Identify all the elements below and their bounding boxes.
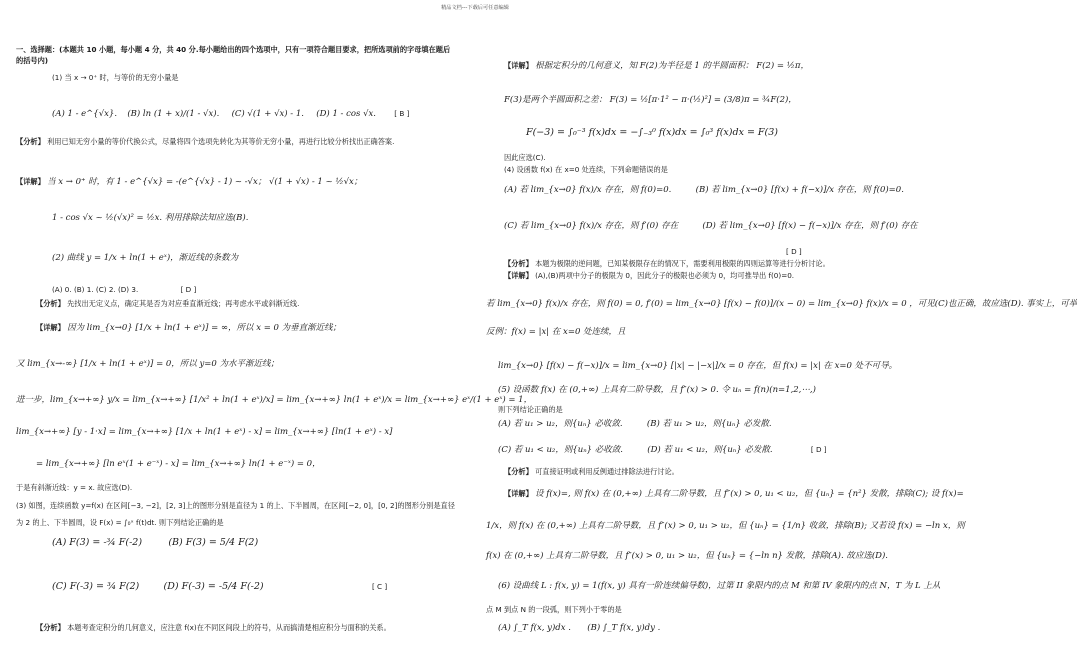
q1-detail-text: 当 x → 0⁺ 时，有 1 - e^{√x} = -(e^{√x} - 1) ~ -√x； √(1 + √x) - 1 ~ ½√x；: [47, 177, 363, 187]
q3-detail-4: 因此应选(C).: [504, 153, 546, 162]
q4-detail-3: 反例：f(x) = |x| 在 x=0 处连续，且: [486, 327, 626, 337]
q5-stem-2: 则下列结论正确的是: [498, 405, 563, 414]
q3-opt-a: (A) F(3) = -¾ F(-2): [52, 537, 143, 548]
q1-opt-d: (D) 1 - cos √x.: [316, 109, 376, 119]
q5-detail-2: 1/x，则 f(x) 在 (0,+∞) 上具有二阶导数，且 f″(x) > 0, u₁ > u₂，但 {uₙ} = {1/n} 收敛，排除(B); 又若设 f(x) = −ln x，则: [486, 521, 965, 531]
q5-detail-3: f(x) 在 (0,+∞) 上具有二阶导数，且 f″(x) > 0, u₁ > u₂，但 {uₙ} = {−ln n} 发散，排除(A). 故应选(D).: [486, 551, 888, 561]
q3-detail-label: 【详解】: [504, 61, 533, 70]
q5-analysis-text: 可直接证明或利用反例通过排除法进行讨论。: [535, 467, 679, 476]
q4-analysis-label: 【分析】: [504, 259, 533, 268]
right-column: [486, 16, 1077, 666]
q2-detail-6: 于是有斜渐近线：y = x. 故应选(D).: [16, 483, 133, 492]
q5-opt-c: (C) 若 u₁ < u₂，则{uₙ} 必收敛.: [498, 445, 623, 455]
q1-opt-b: (B) ln (1 + x)/(1 - √x).: [127, 109, 220, 119]
q2-analysis-text: 先找出无定义点，确定其是否为对应垂直渐近线；再考虑水平或斜渐近线.: [67, 299, 300, 308]
q3-detail: [504, 62, 809, 72]
q1-analysis: [16, 136, 456, 149]
q1-stem: (1) 当 x → 0⁺ 时，与等价的无穷小量是: [52, 73, 179, 82]
q5-opt-a: (A) 若 u₁ > u₂，则{uₙ} 必收敛.: [498, 419, 623, 429]
q2-opts: (A) 0. (B) 1. (C) 2. (D) 3.: [52, 285, 139, 294]
q4-detail-2: 若 lim_{x→0} f(x)/x 存在，则 f(0) = 0, f′(0) = lim_{x→0} [f(x) − f(0)]/(x − 0) = lim_{x→0} f(x)/x = 0 ，可见(C)也正确，故应选(D). 事实上，可举: [486, 299, 1077, 309]
q5-options-cd: [498, 446, 827, 456]
q6-stem-2: 点 M 到点 N 的一段弧，则下列小于零的是: [486, 605, 622, 614]
q5-opt-d: (D) 若 u₁ < u₂，则{uₙ} 必发散.: [647, 445, 773, 455]
q3-analysis: [36, 624, 391, 632]
q3-detail-2: F(3)是两个半圆面积之差： F(3) = ½[π·1² − π·(½)²] = (3/8)π = ¾F(2)，: [504, 95, 797, 105]
q5-opt-b: (B) 若 u₁ > u₂，则{uₙ} 必发散.: [646, 419, 772, 429]
q1-detail: [16, 178, 362, 188]
q4-analysis: [504, 260, 830, 268]
q2-detail-1: 因为 lim_{x→0} [1/x + ln(1 + eˣ)] = ∞，所以 x = 0 为垂直渐近线；: [67, 323, 342, 333]
q1-detail-2: 1 - cos √x ~ ½(√x)² = ½x. 利用排除法知应选(B).: [52, 213, 249, 223]
q1-options: [52, 110, 409, 120]
q5-answer: [ D ]: [810, 445, 827, 454]
q3-analysis-text: 本题考查定积分的几何意义，应注意 f(x)在不同区间段上的符号，从而搞清楚相应积分与面积的关系。: [67, 623, 391, 632]
q2-analysis-label: 【分析】: [36, 299, 65, 308]
q5-detail-label: 【详解】: [504, 489, 533, 498]
q1-analysis-text: 利用已知无穷小量的等价代换公式，尽量将四个选项先转化为其等价无穷小量，再进行比较分析找出正确答案.: [47, 137, 395, 146]
q1-opt-a: (A) 1 - e^{√x}.: [52, 109, 118, 119]
q4-opt-b: (B) 若 lim_{x→0} [f(x) + f(−x)]/x 存在，则 f(0)=0.: [695, 185, 904, 195]
q2-detail: [36, 324, 341, 334]
q3-opt-d: (D) F(-3) = -5/4 F(-2): [163, 581, 264, 592]
q4-detail: [504, 272, 794, 280]
section-title: 一、选择题：(本题共 10 小题，每小题 4 分，共 40 分.每小题给出的四个选项中，只有一项符合题目要求，把所选项前的字母填在题后的括号内): [16, 45, 451, 66]
q3-options-ab: [52, 538, 258, 549]
q1-analysis-label: 【分析】: [16, 137, 45, 146]
q6-stem: (6) 设曲线 L : f(x, y) = 1(f(x, y) 具有一阶连续偏导数)，过第 II 象限内的点 M 和第 IV 象限内的点 N，T 为 L 上从: [498, 581, 941, 591]
q3-answer: [ C ]: [371, 582, 388, 591]
q4-options-cd: [504, 222, 918, 232]
q3-analysis-label: 【分析】: [36, 623, 65, 632]
page-header: 精品文档---下载后可任意编辑: [441, 5, 509, 11]
q5-analysis-label: 【分析】: [504, 467, 533, 476]
q5-detail-1: 设 f(x)=, 则 f(x) 在 (0,+∞) 上具有二阶导数，且 f″(x) > 0, u₁ < u₂，但 {uₙ} = {n²} 发散，排除(C); 设 f(x)=: [535, 489, 964, 499]
q1-opt-c: (C) √(1 + √x) - 1.: [231, 109, 304, 119]
q2-detail-4: lim_{x→+∞} [y - 1·x] = lim_{x→+∞} [1/x + ln(1 + eˣ) - x] = lim_{x→+∞} [ln(1 + eˣ) - x]: [16, 427, 393, 437]
q4-opt-c: (C) 若 lim_{x→0} f(x)/x 存在，则 f′(0) 存在: [504, 221, 679, 231]
q4-analysis-text: 本题为极限的逆问题，已知某极限存在的情况下，需要利用极限的四则运算等进行分析讨论。: [535, 259, 830, 268]
q5-stem: (5) 设函数 f(x) 在 (0,+∞) 上具有二阶导数，且 f″(x) > 0. 令 uₙ = f(n)(n=1,2,⋯,): [498, 385, 816, 395]
q2-detail-label: 【详解】: [36, 323, 65, 332]
q4-detail-text: (A),(B)两项中分子的极限为 0，因此分子的极限也必须为 0，均可推导出 f(0)=0.: [535, 271, 795, 280]
q6-options: [498, 624, 660, 634]
q2-detail-2: 又 lim_{x→-∞} [1/x + ln(1 + eˣ)] = 0，所以 y=0 为水平渐近线；: [16, 359, 280, 369]
q6-opt-a: (A) ∫_T f(x, y)dx .: [498, 623, 571, 633]
q3-options-cd: [52, 582, 387, 593]
q3-opt-b: (B) F(3) = 5/4 F(2): [168, 537, 259, 548]
q2-detail-5: = lim_{x→+∞} [ln eˣ(1 + e⁻ˣ) - x] = lim_{x→+∞} ln(1 + e⁻ˣ) = 0，: [36, 459, 321, 469]
q4-detail-4: lim_{x→0} [f(x) − f(−x)]/x = lim_{x→0} [|x| − |−x|]/x = 0 存在，但 f(x) = |x| 在 x=0 处不可导。: [498, 361, 898, 371]
q4-opt-a: (A) 若 lim_{x→0} f(x)/x 存在，则 f(0)=0.: [504, 185, 672, 195]
q4-stem: (4) 设函数 f(x) 在 x=0 处连续，下列命题错误的是: [504, 165, 668, 174]
q4-opt-d: (D) 若 lim_{x→0} [f(x) − f(−x)]/x 存在，则 f′(0) 存在: [702, 221, 918, 231]
q3-opt-c: (C) F(-3) = ¾ F(2): [52, 581, 140, 592]
q5-options-ab: [498, 420, 772, 430]
q4-answer: [ D ]: [786, 247, 802, 256]
q2-options: [52, 286, 196, 294]
q2-answer: [ D ]: [180, 285, 197, 294]
q3-stem: (3) 如图，连续函数 y=f(x) 在区间[−3, −2]，[2, 3]上的图形分别是直径为 1 的上、下半圆周，在区间[−2, 0]，[0, 2]的图形分别是直径为 2 的上、下半圆周，设 F(x) = ∫₀ˣ f(t)dt. 则下列结论正确的是: [16, 501, 455, 527]
q2-stem: (2) 曲线 y = 1/x + ln(1 + eˣ)，渐近线的条数为: [52, 253, 239, 263]
q3-detail-3: F(−3) = ∫₀⁻³ f(x)dx = −∫₋₃⁰ f(x)dx = ∫₀³ f(x)dx = F(3): [526, 127, 778, 138]
q5-detail: [504, 490, 964, 500]
q4-options-ab: [504, 186, 904, 196]
q3-detail-text: 根据定积分的几何意义，知 F(2)为半径是 1 的半圆面积： F(2) = ½π，: [535, 61, 810, 71]
q2-detail-3: 进一步，lim_{x→+∞} y/x = lim_{x→+∞} [1/x² + ln(1 + eˣ)/x] = lim_{x→+∞} ln(1 + eˣ)/x = lim_{x→+∞} eˣ/(1 + eˣ) = 1，: [16, 395, 533, 405]
q6-opt-b: (B) ∫_T f(x, y)dy .: [587, 623, 661, 633]
q2-analysis: [36, 300, 299, 308]
q5-analysis: [504, 468, 679, 476]
q1-detail-label: 【详解】: [16, 177, 45, 186]
q1-answer: [ B ]: [394, 109, 410, 118]
q4-detail-label: 【详解】: [504, 271, 533, 280]
